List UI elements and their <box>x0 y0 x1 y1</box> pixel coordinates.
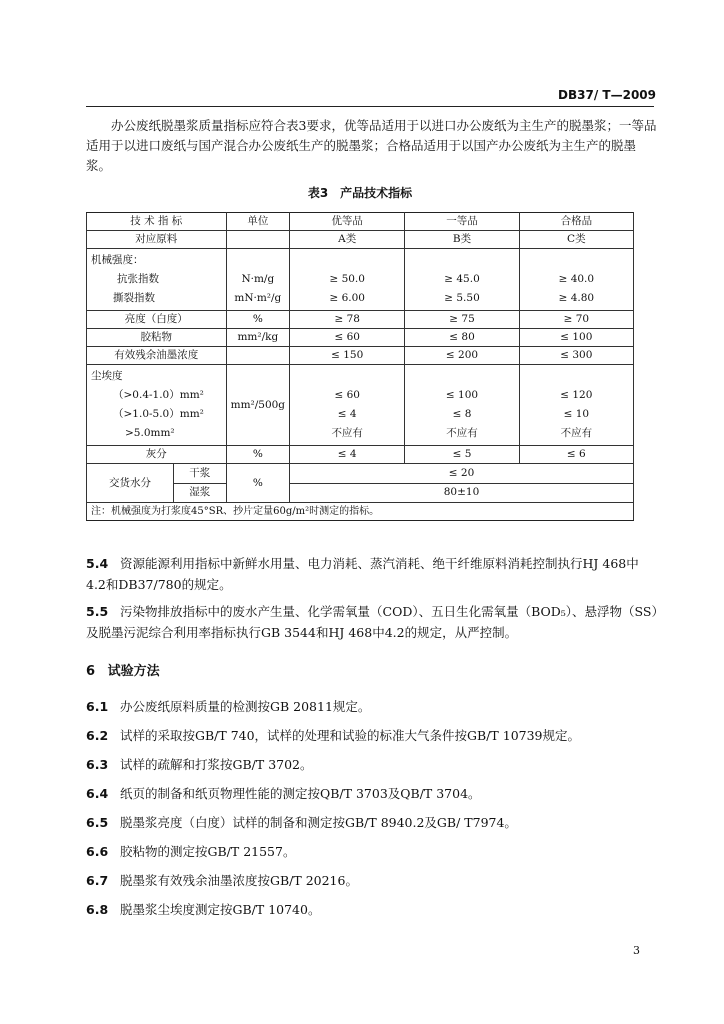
value-cell <box>519 365 633 446</box>
strength-group <box>87 249 227 311</box>
clause-5-4 <box>86 553 658 595</box>
clause-6-5 <box>86 812 658 833</box>
table-row <box>87 365 634 446</box>
value-cell: C类 <box>519 231 633 249</box>
value-cell: ≤ 100 <box>519 329 633 347</box>
unit-cell <box>226 231 289 249</box>
value-cell: ≤ 80 <box>405 329 519 347</box>
clause-text: 胶粘物的测定按GB/T 21557。 <box>120 844 296 859</box>
value-cell: 80±10 <box>290 483 634 503</box>
group-label: 机械强度： <box>91 254 144 266</box>
value-text: ≤ 4 <box>337 408 357 420</box>
value-text: ≤ 120 <box>560 389 593 401</box>
value-cell: ≤ 5 <box>405 446 519 464</box>
table-row <box>87 311 634 329</box>
standard-code: DB37/ T—2009 <box>558 88 656 102</box>
value-cell: ≤ 150 <box>290 347 405 365</box>
unit-cell: % <box>226 446 289 464</box>
value-text: ≤ 60 <box>334 389 360 401</box>
value-text: 不应有 <box>446 427 478 439</box>
value-cell <box>290 249 405 311</box>
section-title: 试验方法 <box>107 664 160 679</box>
value-text: ≥ 6.00 <box>329 292 365 304</box>
clause-text: 试样的疏解和打浆按GB/T 3702。 <box>120 757 313 772</box>
sub-row-label: 干浆 <box>174 464 226 483</box>
section-6-heading <box>86 660 160 679</box>
value-text: 不应有 <box>331 427 363 439</box>
value-cell: ≤ 200 <box>405 347 519 365</box>
clause-6-4 <box>86 783 658 804</box>
clause-text: 纸页的制备和纸页物理性能的测定按QB/T 3703及QB/T 3704。 <box>120 786 481 801</box>
header-divider <box>86 106 654 107</box>
table-row <box>87 347 634 365</box>
clause-6-2 <box>86 725 658 746</box>
value-cell: ≥ 70 <box>519 311 633 329</box>
row-label: 对应原料 <box>87 231 227 249</box>
value-cell: ≤ 300 <box>519 347 633 365</box>
value-text: ≥ 40.0 <box>558 273 595 285</box>
row-label: （>1.0-5.0）mm² <box>113 408 204 420</box>
header-cell: 合格品 <box>519 213 633 231</box>
clause-number: 6.5 <box>86 815 109 830</box>
clause-text: 脱墨浆尘埃度测定按GB/T 10740。 <box>120 902 321 917</box>
dirt-group <box>87 365 227 446</box>
row-label: 有效残余油墨浓度 <box>87 347 227 365</box>
table-caption: 表3 产品技术指标 <box>307 186 413 200</box>
table-note: 注：机械强度为打浆度45°SR、抄片定量60g/m²时测定的指标。 <box>87 503 634 521</box>
value-text: ≤ 10 <box>563 408 590 420</box>
row-label: 灰分 <box>87 446 227 464</box>
clause-text: 污染物排放指标中的废水产生量、化学需氧量（COD）、五日生化需氧量（BOD₅）、悬浮物（SS）及脱墨污泥综合利用率指标执行GB 3544和HJ 468中4.2的规定，从严控制。 <box>86 604 658 640</box>
unit-cell: mm²/500g <box>226 365 289 446</box>
row-label: 亮度（白度） <box>87 311 227 329</box>
intro-paragraph: 办公废纸脱墨浆质量指标应符合表3要求，优等品适用于以进口办公废纸为主生产的脱墨浆；一等品适用于以进口废纸与国产混合办公废纸生产的脱墨浆；合格品适用于以国产办公废纸为主生产的脱墨浆。 <box>86 118 657 173</box>
clause-text: 试样的采取按GB/T 740，试样的处理和试验的标准大气条件按GB/T 10739规定。 <box>120 728 581 743</box>
clause-6-7 <box>86 870 658 891</box>
row-label: 抗张指数 <box>117 273 159 285</box>
table-row <box>87 249 634 311</box>
row-label: >5.0mm² <box>125 427 175 439</box>
clause-6-1 <box>86 696 658 717</box>
clause-6-6 <box>86 841 658 862</box>
clause-number: 6.6 <box>86 844 109 859</box>
clause-text: 办公废纸原料质量的检测按GB 20811规定。 <box>120 699 371 714</box>
unit-cell: % <box>226 464 289 503</box>
clause-number: 6.2 <box>86 728 109 743</box>
value-text: ≥ 5.50 <box>444 292 480 304</box>
value-cell: B类 <box>405 231 519 249</box>
value-cell <box>290 365 405 446</box>
clause-number: 6.4 <box>86 786 109 801</box>
clause-number: 6.7 <box>86 873 109 888</box>
row-label: 交货水分 <box>87 464 174 502</box>
clause-6-8 <box>86 899 658 920</box>
value-cell: ≤ 20 <box>290 464 634 484</box>
unit-text: N·m/g <box>241 273 275 285</box>
value-cell: ≤ 60 <box>290 329 405 347</box>
clause-number: 5.5 <box>86 604 109 619</box>
table-row <box>87 329 634 347</box>
value-text: ≤ 8 <box>452 408 472 420</box>
row-label: 胶粘物 <box>87 329 227 347</box>
value-text: ≥ 45.0 <box>444 273 480 285</box>
value-text: ≤ 100 <box>445 389 479 401</box>
table-row <box>87 464 634 484</box>
clause-6-3 <box>86 754 658 775</box>
table-row <box>87 231 634 249</box>
spec-table <box>86 212 634 521</box>
unit-cell <box>226 347 289 365</box>
header-cell: 技 术 指 标 <box>87 213 227 231</box>
value-cell: ≤ 4 <box>290 446 405 464</box>
value-cell <box>519 249 633 311</box>
table-row <box>87 446 634 464</box>
header-cell: 一等品 <box>405 213 519 231</box>
clause-number: 6.3 <box>86 757 109 772</box>
value-cell: ≥ 75 <box>405 311 519 329</box>
unit-cell: % <box>226 311 289 329</box>
clause-text: 脱墨浆亮度（白度）试样的制备和测定按GB/T 8940.2及GB/ T7974。 <box>120 815 517 830</box>
moisture-cell <box>87 464 227 503</box>
value-text: 不应有 <box>560 427 593 439</box>
clause-text: 资源能源利用指标中新鲜水用量、电力消耗、蒸汽消耗、绝干纤维原料消耗控制执行HJ 468中4.2和DB37/780的规定。 <box>86 556 639 592</box>
table-note-row <box>87 503 634 521</box>
sub-row-label: 湿浆 <box>189 486 211 499</box>
header-cell: 优等品 <box>290 213 405 231</box>
table-header-row <box>87 213 634 231</box>
value-cell: ≥ 78 <box>290 311 405 329</box>
clause-number: 5.4 <box>86 556 109 571</box>
value-cell <box>405 249 519 311</box>
unit-cell <box>226 249 289 311</box>
value-text: ≥ 50.0 <box>329 273 365 285</box>
value-cell: ≤ 6 <box>519 446 633 464</box>
value-text: ≥ 4.80 <box>558 292 595 304</box>
section-number: 6 <box>86 664 96 679</box>
row-label: 撕裂指数 <box>113 292 155 304</box>
group-label: 尘埃度 <box>91 370 123 382</box>
clause-number: 6.8 <box>86 902 109 917</box>
header-cell: 单位 <box>226 213 289 231</box>
clause-5-5 <box>86 601 658 643</box>
unit-cell: mm²/kg <box>226 329 289 347</box>
value-cell: A类 <box>290 231 405 249</box>
unit-text: mN·m²/g <box>234 292 282 304</box>
row-label: （>0.4-1.0）mm² <box>113 389 204 401</box>
page-number: 3 <box>633 944 640 957</box>
value-cell <box>405 365 519 446</box>
clause-text: 脱墨浆有效残余油墨浓度按GB/T 20216。 <box>120 873 358 888</box>
clause-number: 6.1 <box>86 699 109 714</box>
